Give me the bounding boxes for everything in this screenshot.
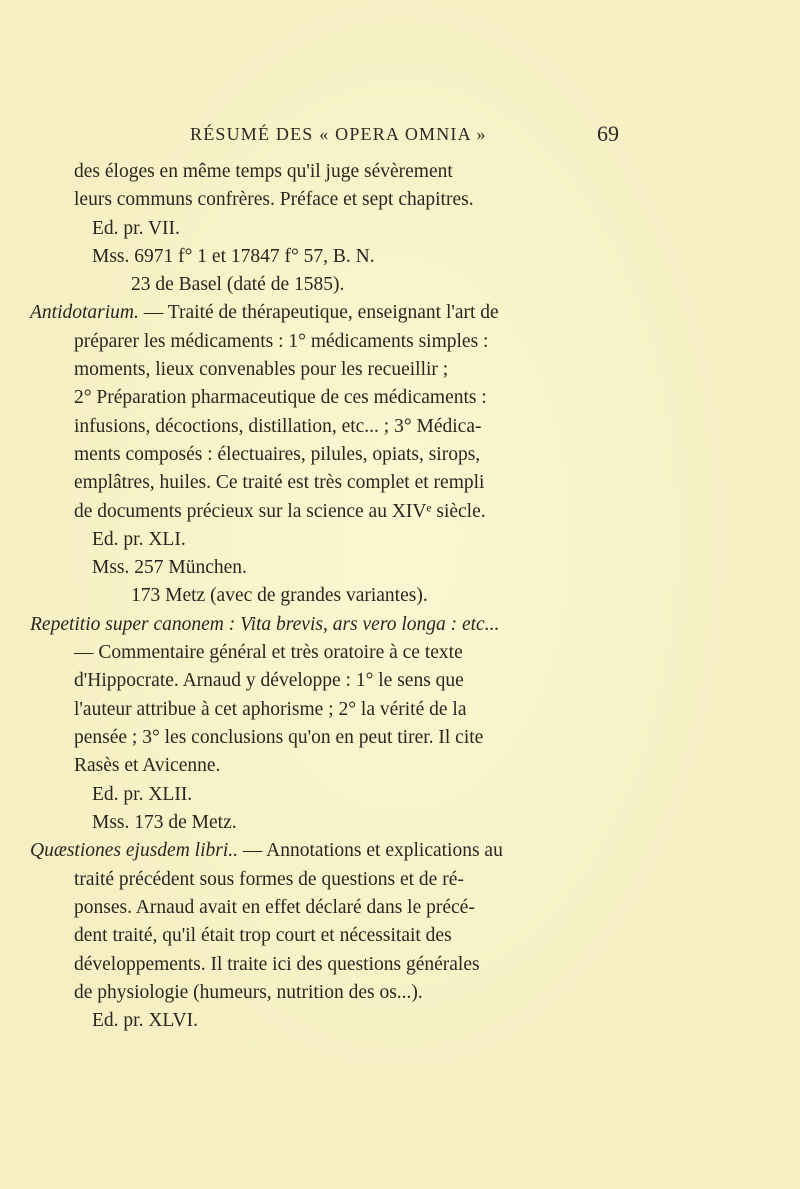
- text-line: 23 de Basel (daté de 1585).: [131, 274, 345, 295]
- text-line: de physiologie (humeurs, nutrition des os...).: [74, 982, 423, 1003]
- text-line: ments composés : électuaires, pilules, opiats, sirops,: [74, 444, 481, 465]
- text-line: Mss. 6971 f° 1 et 17847 f° 57, B. N.: [92, 246, 375, 267]
- entry-title-repetitio: Repetitio super canonem : Vita brevis, ars vero longa : etc...: [30, 614, 500, 635]
- text-line: développements. Il traite ici des questions générales: [74, 954, 480, 975]
- text-line: infusions, décoctions, distillation, etc... ; 3° Médica-: [74, 416, 482, 437]
- text-line: traité précédent sous formes de questions et de ré-: [74, 869, 464, 890]
- text-line: des éloges en même temps qu'il juge sévèrement: [74, 161, 453, 182]
- entry-title-quaestiones: Quæstiones ejusdem libri..: [30, 840, 238, 861]
- text-line: l'auteur attribue à cet aphorisme ; 2° la vérité de la: [74, 699, 467, 720]
- entry-antidotarium: [30, 299, 499, 327]
- text-line: emplâtres, huiles. Ce traité est très complet et rempli: [74, 472, 485, 493]
- text-line: de documents précieux sur la science au XIVᵉ siècle.: [74, 501, 486, 522]
- entry-quaestiones: [30, 837, 503, 865]
- text-line: — Traité de thérapeutique, enseignant l'art de: [143, 302, 499, 323]
- text-line: leurs communs confrères. Préface et sept chapitres.: [74, 189, 474, 210]
- text-line: Ed. pr. VII.: [92, 218, 180, 239]
- text-line: Ed. pr. XLII.: [92, 784, 193, 805]
- text-line: pensée ; 3° les conclusions qu'on en peut tirer. Il cite: [74, 727, 484, 748]
- text-line: préparer les médicaments : 1° médicaments simples :: [74, 331, 489, 352]
- text-line: Ed. pr. XLVI.: [92, 1010, 198, 1031]
- text-line: — Annotations et explications au: [242, 840, 503, 861]
- running-head: RÉSUMÉ DES « OPERA OMNIA »: [190, 124, 487, 144]
- text-line: ponses. Arnaud avait en effet déclaré dans le précé-: [74, 897, 475, 918]
- text-line: 2° Préparation pharmaceutique de ces médicaments :: [74, 387, 487, 408]
- text-line: — Commentaire général et très oratoire à ce texte: [74, 642, 463, 663]
- text-line: d'Hippocrate. Arnaud y développe : 1° le sens que: [74, 670, 464, 691]
- text-line: moments, lieux convenables pour les recueillir ;: [74, 359, 449, 380]
- text-line: Mss. 173 de Metz.: [92, 812, 237, 833]
- text-line: 173 Metz (avec de grandes variantes).: [131, 585, 428, 606]
- text-line: dent traité, qu'il était trop court et nécessitait des: [74, 925, 452, 946]
- text-line: Rasès et Avicenne.: [74, 755, 221, 776]
- text-line: Ed. pr. XLI.: [92, 529, 186, 550]
- entry-title-antidotarium: Antidotarium.: [30, 302, 139, 323]
- text-line: Mss. 257 München.: [92, 557, 247, 578]
- page-number: 69: [597, 121, 619, 146]
